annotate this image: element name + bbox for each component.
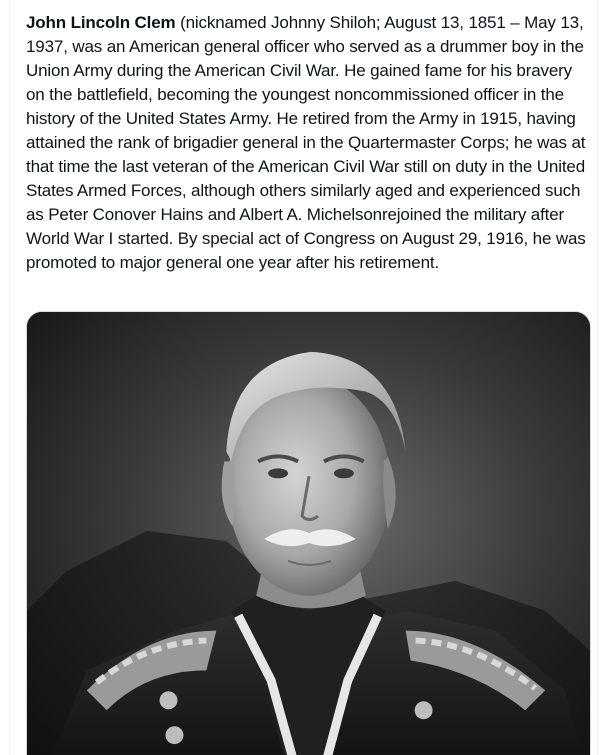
coat-button — [166, 726, 184, 744]
post-text — [26, 11, 592, 275]
coat-button — [415, 701, 433, 719]
post-body-text: (nicknamed Johnny Shiloh; August 13, 1851 – May 13, 1937, was an American general officer who served as a drummer boy in the Union Army during the American Civil War. He gained fame for his bravery on the battlefield, becoming the youngest noncommissioned officer in the history of the United States Army. He retired from the Army in 1915, having attained the rank of brigadier general in the Quartermaster Corps; he was at that time the last veteran of the American Civil War still on duty in the United States Armed Forces, although others similarly aged and experienced such as Peter Conover Hains and Albert A. Michelsonrejoined the military after World War I started. By special act of Congress on August 29, 1916, he was promoted to major general one year after his retirement. — [26, 13, 586, 272]
post-media-photo[interactable] — [26, 311, 591, 755]
coat-button — [160, 691, 178, 709]
post-subject-name: John Lincoln Clem — [26, 13, 176, 32]
post-card — [9, 0, 598, 755]
portrait-image — [27, 312, 590, 755]
